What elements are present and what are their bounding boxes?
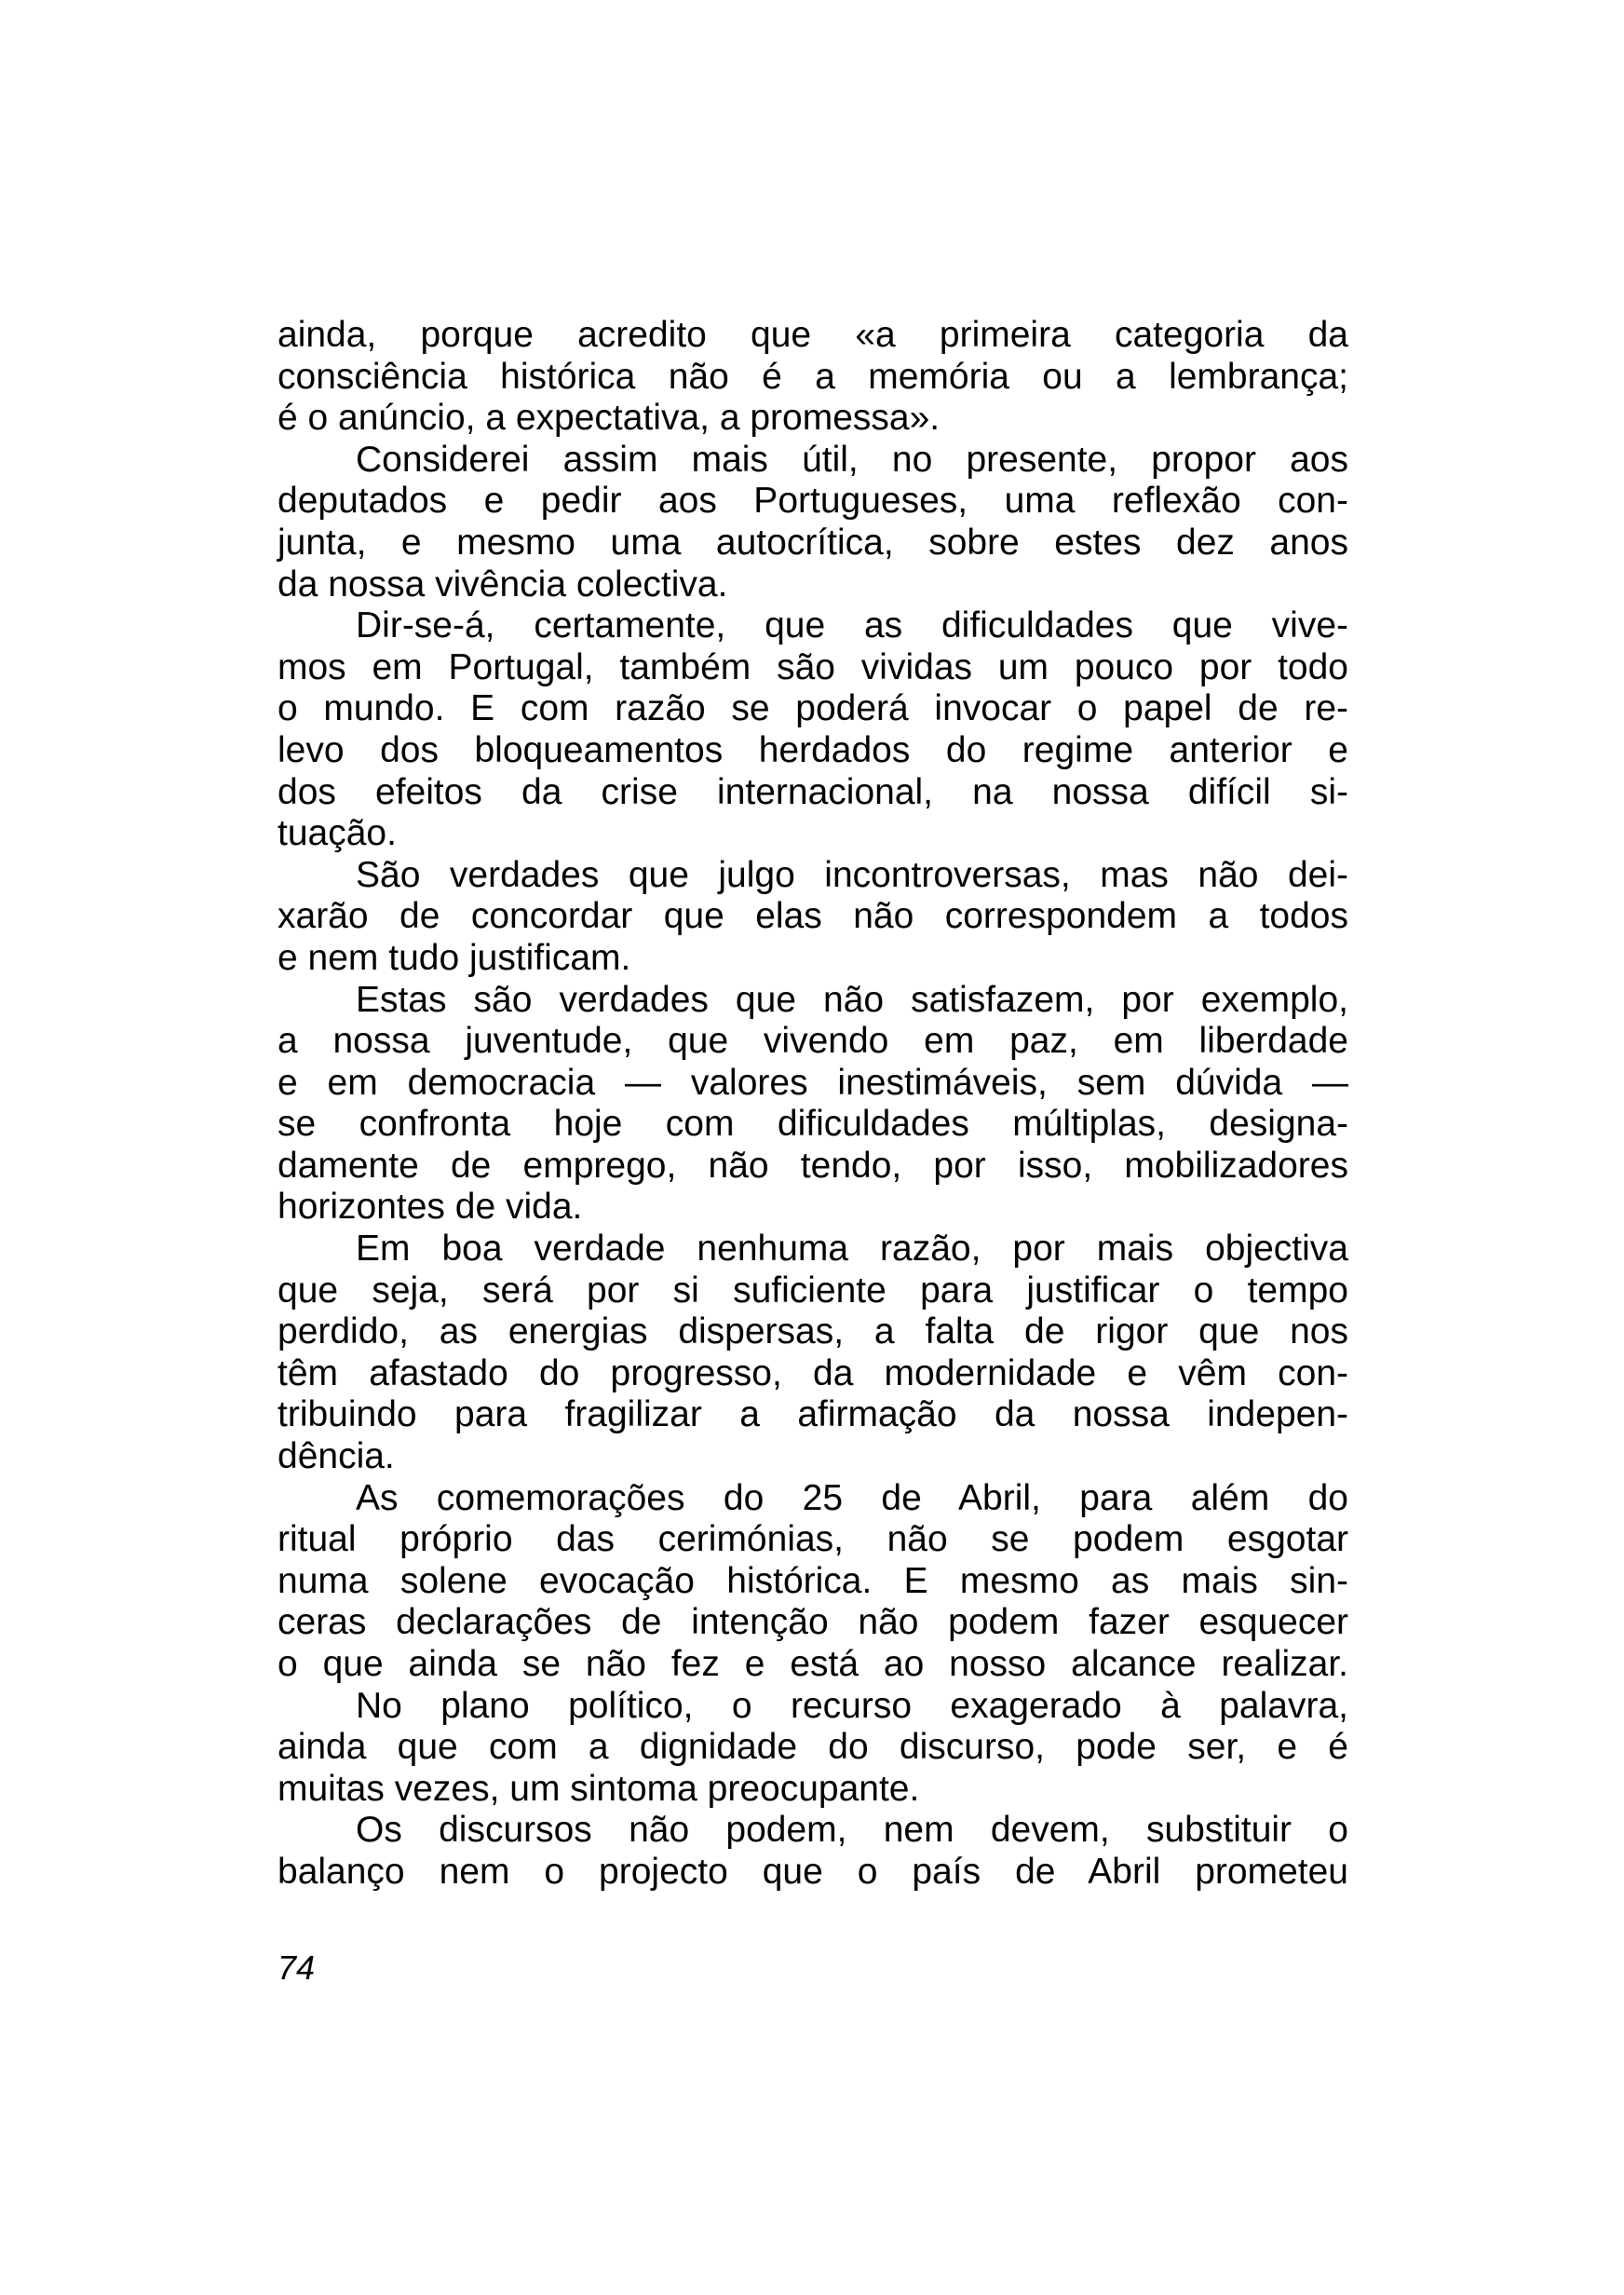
text-line: levo dos bloqueamentos herdados do regime anterior e [277, 729, 1348, 770]
text-line: se confronta hoje com dificuldades múltiplas, designa- [277, 1104, 1348, 1145]
paragraph [277, 855, 1348, 980]
text-line: o mundo. E com razão se poderá invocar o papel de re- [277, 688, 1348, 729]
text-line: têm afastado do progresso, da modernidade e vêm con- [277, 1352, 1348, 1393]
text-line: Considerei assim mais útil, no presente, propor aos [356, 439, 1348, 480]
text-line: ceras declarações de intenção não podem fazer esquecer [277, 1602, 1348, 1643]
paragraph [277, 440, 1348, 605]
page-number: 74 [277, 1949, 316, 1987]
text-line: consciência histórica não é a memória ou a lembrança; [277, 356, 1348, 397]
paragraph [277, 1686, 1348, 1811]
text-line: numa solene evocação histórica. E mesmo as mais sin- [277, 1560, 1348, 1601]
text-line: Os discursos não podem, nem devem, substituir o [356, 1810, 1348, 1851]
text-line: dência. [277, 1436, 395, 1477]
text-line: perdido, as energias dispersas, a falta de rigor que nos [277, 1311, 1348, 1352]
paragraph [277, 1478, 1348, 1686]
text-line: dos efeitos da crise internacional, na nossa difícil si- [277, 771, 1348, 812]
text-line: São verdades que julgo incontroversas, mas não dei- [356, 854, 1348, 895]
text-line: balanço nem o projecto que o país de Abril prometeu [277, 1851, 1348, 1892]
text-line: tribuindo para fragilizar a afirmação da nossa indepen- [277, 1394, 1348, 1435]
text-line: mos em Portugal, também são vividas um pouco por todo [277, 646, 1348, 687]
text-line: muitas vezes, um sintoma preocupante. [277, 1768, 920, 1809]
text-line: tuação. [277, 813, 397, 854]
body-text [277, 315, 1348, 1894]
text-line: As comemorações do 25 de Abril, para além do [356, 1477, 1348, 1518]
text-line: e em democracia — valores inestimáveis, sem dúvida — [277, 1062, 1348, 1103]
text-line: junta, e mesmo uma autocrítica, sobre estes dez anos [277, 522, 1348, 563]
text-line: é o anúncio, a expectativa, a promessa». [277, 398, 941, 439]
text-line: da nossa vivência colectiva. [277, 564, 728, 604]
text-line: horizontes de vida. [277, 1187, 583, 1228]
text-line: Dir-se-á, certamente, que as dificuldades que vive- [356, 605, 1348, 646]
text-line: o que ainda se não fez e está ao nosso alcance realizar. [277, 1644, 1348, 1684]
paragraph [277, 980, 1348, 1229]
text-line: No plano político, o recurso exagerado à palavra, [356, 1685, 1348, 1726]
paragraph [277, 1810, 1348, 1893]
paragraph [277, 1229, 1348, 1478]
text-line: ainda, porque acredito que «a primeira categoria da [277, 315, 1348, 355]
text-line: que seja, será por si suficiente para justificar o tempo [277, 1270, 1348, 1310]
text-line: ainda que com a dignidade do discurso, pode ser, e é [277, 1727, 1348, 1768]
text-line: xarão de concordar que elas não correspondem a todos [277, 896, 1348, 937]
text-line: Estas são verdades que não satisfazem, por exemplo, [356, 979, 1348, 1020]
text-line: deputados e pedir aos Portugueses, uma reflexão con- [277, 481, 1348, 522]
paragraph [277, 315, 1348, 440]
text-line: Em boa verdade nenhuma razão, por mais objectiva [356, 1229, 1348, 1270]
text-line: a nossa juventude, que vivendo em paz, em liberdade [277, 1021, 1348, 1062]
text-line: ritual próprio das cerimónias, não se podem esgotar [277, 1519, 1348, 1560]
paragraph [277, 605, 1348, 855]
text-line: e nem tudo justificam. [277, 937, 631, 978]
text-line: damente de emprego, não tendo, por isso, mobilizadores [277, 1145, 1348, 1186]
